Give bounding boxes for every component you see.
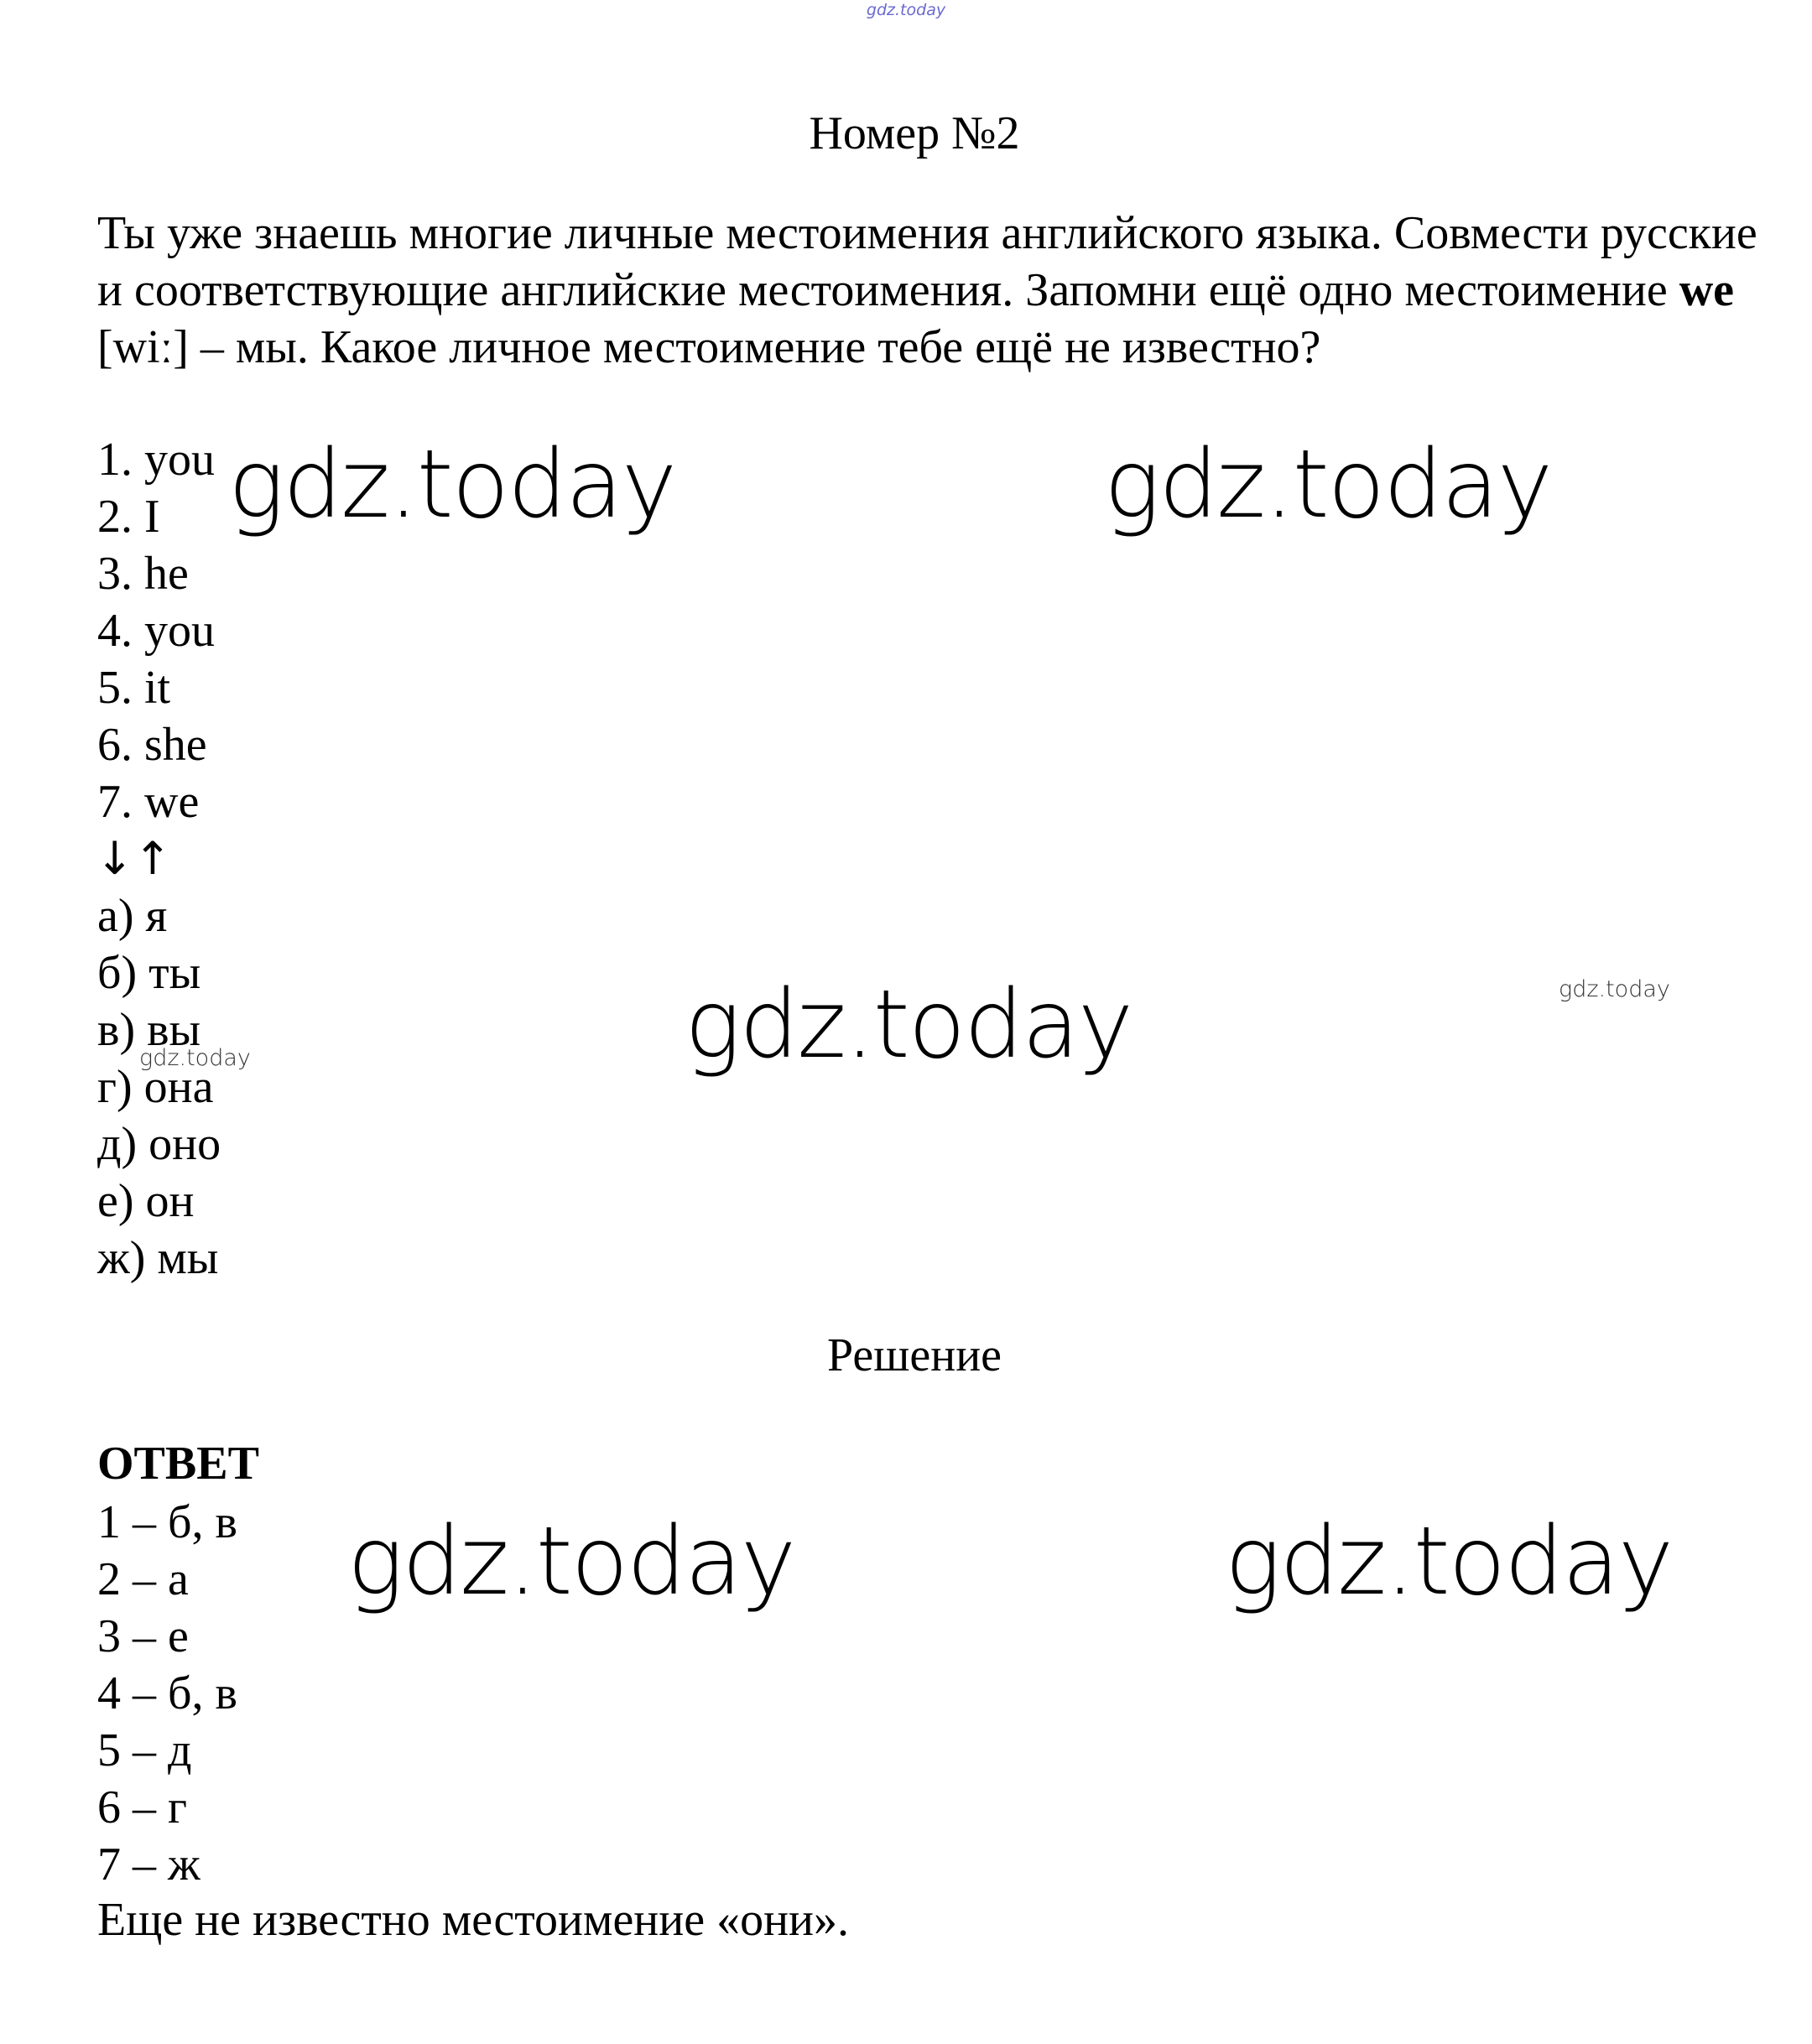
- russian-pronoun-item: г) она: [97, 1061, 214, 1113]
- watermark-text: gdz.today: [228, 430, 676, 539]
- task-text-end: [wiː] – мы. Какое личное местоимение тебе ещё не известно?: [97, 321, 1321, 373]
- solution-heading: Решение: [826, 1329, 1002, 1381]
- english-pronoun-item: 2. I: [97, 491, 160, 543]
- answer-list: [97, 1494, 237, 1893]
- watermark-text: gdz.today: [1104, 430, 1552, 539]
- watermark-text: gdz.today: [139, 1045, 251, 1071]
- task-bold-word: we: [1679, 264, 1735, 316]
- english-pronoun-list: [97, 431, 215, 830]
- answer-item: 1 – б, в: [97, 1496, 237, 1548]
- watermark-text: gdz.today: [1225, 1507, 1673, 1616]
- english-pronoun-item: 6. she: [97, 719, 207, 771]
- russian-pronoun-item: а) я: [97, 890, 168, 942]
- russian-pronoun-item: е) он: [97, 1175, 195, 1227]
- russian-pronoun-item: д) оно: [97, 1118, 221, 1170]
- answer-item: 5 – д: [97, 1724, 192, 1776]
- up-down-arrows-icon: ↓↑: [96, 832, 172, 885]
- task-text: [97, 205, 1767, 376]
- answer-item: 3 – е: [97, 1610, 189, 1662]
- page-title: Номер №2: [809, 107, 1020, 159]
- answer-item: 4 – б, в: [97, 1667, 237, 1719]
- answer-heading: ОТВЕТ: [97, 1438, 259, 1490]
- english-pronoun-item: 3. he: [97, 548, 189, 600]
- watermark-text: gdz.today: [685, 970, 1132, 1079]
- task-text-start: Ты уже знаешь многие личные местоимения английского языка. Совмести русские и соответствующие английские местоимения. Запомни ещё одно местоимение: [97, 207, 1757, 316]
- english-pronoun-item: 4. you: [97, 605, 215, 657]
- conclusion-text: Еще не известно местоимение «они».: [97, 1894, 850, 1946]
- answer-item: 7 – ж: [97, 1839, 200, 1891]
- watermark-text: gdz.today: [1559, 976, 1670, 1002]
- english-pronoun-item: 5. it: [97, 662, 171, 714]
- answer-item: 6 – г: [97, 1781, 187, 1833]
- top-watermark: gdz.today: [866, 1, 946, 19]
- russian-pronoun-item: ж) мы: [97, 1232, 219, 1284]
- english-pronoun-item: 7. we: [97, 776, 200, 828]
- answer-item: 2 – а: [97, 1553, 189, 1605]
- english-pronoun-item: 1. you: [97, 434, 215, 486]
- russian-pronoun-list: [97, 887, 221, 1287]
- watermark-text: gdz.today: [347, 1507, 795, 1616]
- russian-pronoun-item: в) вы: [97, 1004, 201, 1056]
- russian-pronoun-item: б) ты: [97, 947, 201, 999]
